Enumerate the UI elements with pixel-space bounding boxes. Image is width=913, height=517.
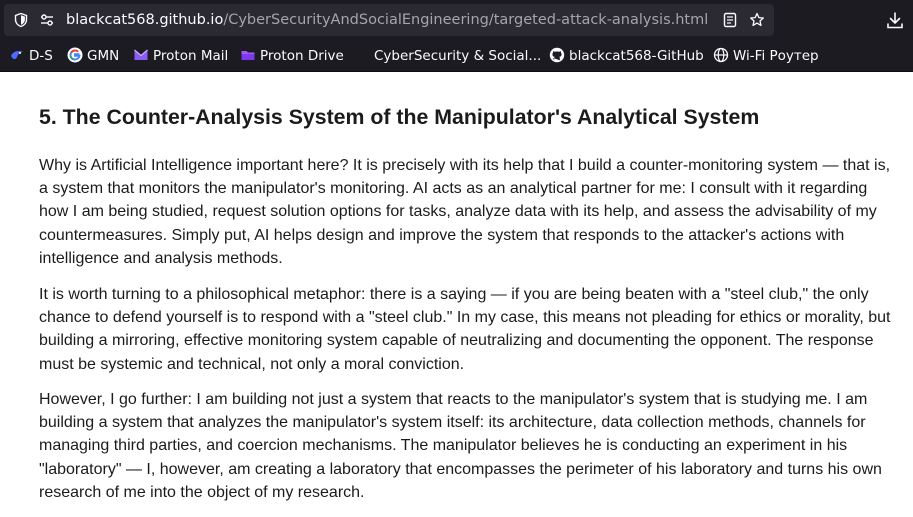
github-favicon <box>549 47 565 63</box>
page-settings-icon[interactable] <box>39 12 55 28</box>
bookmark-github[interactable]: blackcat568-GitHub <box>549 47 704 65</box>
section-heading: 5. The Counter-Analysis System of the Manipulator's Analytical System <box>39 105 760 129</box>
proton-mail-favicon <box>133 47 149 63</box>
url-text[interactable] <box>66 11 708 29</box>
url-path: /CyberSecurityAndSocialEngineering/targeted-attack-analysis.html <box>223 12 709 28</box>
bookmarks-toolbar <box>0 42 913 70</box>
proton-drive-favicon <box>240 47 256 63</box>
browser-chrome <box>0 0 913 72</box>
url-domain: blackcat568.github.io <box>66 12 224 28</box>
google-favicon <box>67 47 83 63</box>
bookmark-gmn[interactable]: GMN <box>67 47 119 65</box>
bookmark-ds[interactable]: D-S <box>9 47 53 65</box>
address-bar[interactable] <box>4 4 774 36</box>
reader-view-icon[interactable] <box>722 12 738 28</box>
paragraph-counter-laboratory: However, I go further: I am building not just a system that reacts to the manipulator's system that is studying me. I am building a system that analyzes the manipulator's system itself: its architecture, data collection methods, channels for managing third parties, and coercion mechanisms. The manipulator believes he is conducting an experiment in his "laboratory" — I, however, am creating a laboratory that encompasses the perimeter of his laboratory and turns his own research of me into the object of my research. <box>39 391 882 501</box>
download-icon[interactable] <box>884 10 906 32</box>
shield-icon[interactable] <box>13 12 29 28</box>
ds-favicon <box>9 47 25 63</box>
globe-icon <box>713 47 729 63</box>
bookmark-star-icon[interactable] <box>749 12 765 28</box>
paragraph-steel-club: It is worth turning to a philosophical metaphor: there is a saying — if you are being beaten with a "steel club," the only chance to defend yourself is to respond with a "steel club." In my case, this means not pleading for ethics or morality, but building a mirroring, effective monitoring system capable of neutralizing and documenting the opponent. The response must be systemic and technical, not only a moral conviction. <box>39 286 891 373</box>
bookmark-cybersecurity[interactable]: CyberSecurity & Social... <box>374 48 542 64</box>
bookmark-proton-mail[interactable]: Proton Mail <box>133 47 228 65</box>
paragraph-ai-role: Why is Artificial Intelligence important here? It is precisely with its help that I build a counter-monitoring system — that is, a system that monitors the manipulator's monitoring. AI acts as an analytical partner for me: I consult with it regarding how I am being studied, request solution options for tasks, analyze data with its help, and assess the advisability of my countermeasures. Simply put, AI helps design and improve the system that responds to the attacker's actions with intelligence and analysis methods. <box>39 157 891 267</box>
bookmark-wifi-router[interactable]: Wi-Fi Роутер <box>713 47 819 65</box>
bookmark-proton-drive[interactable]: Proton Drive <box>240 47 344 65</box>
